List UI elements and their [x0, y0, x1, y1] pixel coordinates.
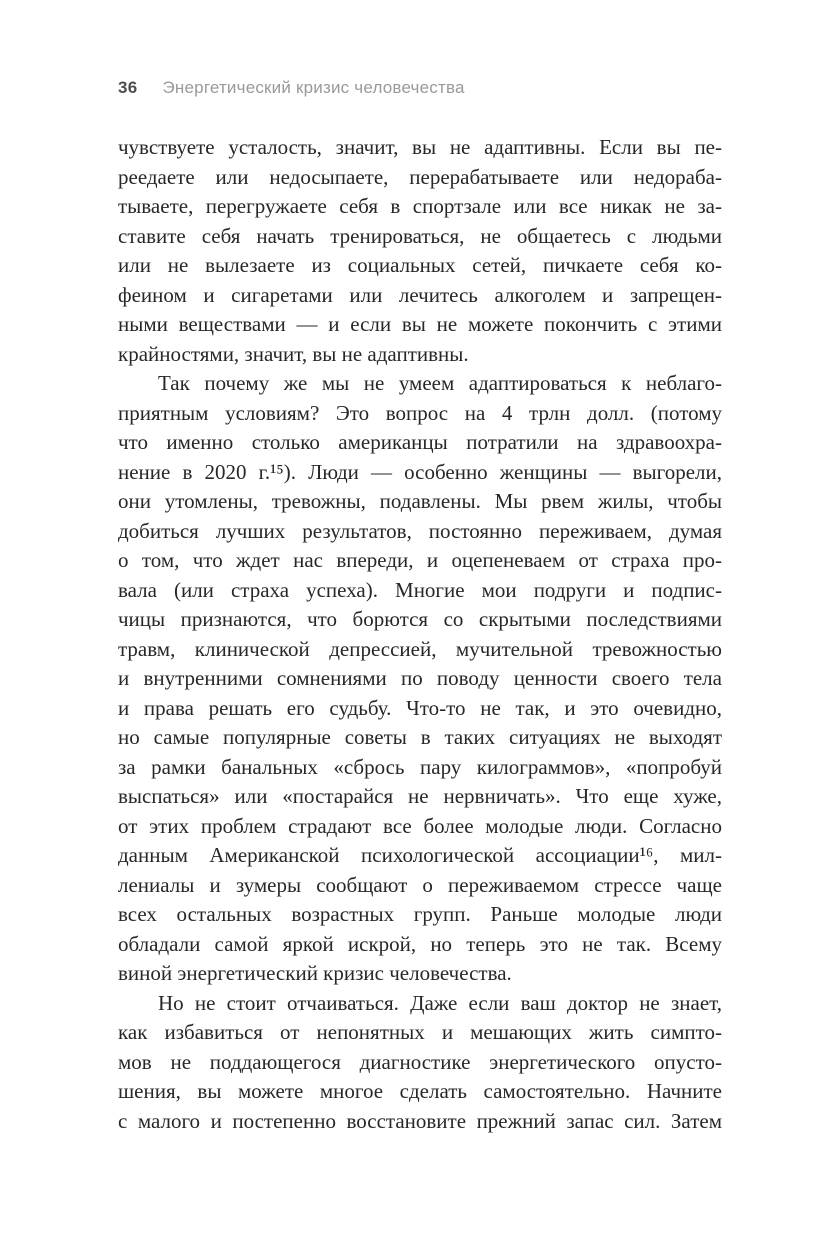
body-text-block — [118, 133, 722, 1136]
text-line: как избавиться от непонятных и мешающих жить симпто- — [118, 1020, 722, 1044]
text-line: крайностями, значит, вы не адаптивны. — [118, 341, 469, 366]
text-line: от этих проблем страдают все более молодые люди. Согласно — [118, 813, 722, 838]
text-line: всех остальных возрастных групп. Раньше молодые люди — [118, 902, 722, 926]
text-line: или не вылезаете из социальных сетей, пичкаете себя ко- — [118, 253, 722, 277]
text-line: шения, вы можете многое сделать самостоятельно. Начните — [118, 1079, 722, 1103]
text-line: обладали самой яркой искрой, но теперь это не так. Всему — [118, 931, 722, 956]
text-line: чувствуете усталость, значит, вы не адаптивны. Если вы пе- — [118, 135, 722, 159]
text-line: что именно столько американцы потратили на здравоохра- — [118, 430, 722, 454]
text-line: чицы признаются, что борются со скрытыми последствиями — [118, 607, 722, 631]
text-line: данным Американской психологической ассоциации¹⁶, мил- — [118, 843, 722, 867]
text-line: они утомлены, тревожны, подавлены. Мы рвем жилы, чтобы — [118, 489, 722, 513]
text-line: и права решать его судьбу. Что-то не так, и это очевидно, — [118, 695, 722, 720]
text-line: добиться лучших результатов, постоянно переживаем, думая — [118, 518, 722, 543]
text-line: ными веществами — и если вы не можете покончить с этими — [118, 312, 722, 336]
text-line: приятным условиям? Это вопрос на 4 трлн долл. (потому — [118, 400, 722, 425]
text-line: тываете, перегружаете себя в спортзале или все никак не за- — [118, 194, 722, 218]
text-line: лениалы и зумеры сообщают о переживаемом стрессе чаще — [118, 872, 722, 897]
text-line: виной энергетический кризис человечества. — [118, 961, 512, 985]
text-line: за рамки банальных «сбрось пару килограммов», «попробуй — [118, 754, 722, 779]
running-header — [118, 79, 722, 97]
text-line: о том, что ждет нас впереди, и оцепеневаем от страха про- — [118, 548, 722, 572]
text-line: и внутренними сомнениями по поводу ценности своего тела — [118, 666, 722, 690]
text-line: вала (или страха успеха). Многие мои подруги и подпис- — [118, 577, 722, 602]
text-line: Но не стоит отчаиваться. Даже если ваш доктор не знает, — [158, 990, 722, 1015]
text-line: нение в 2020 г.¹⁵). Люди — особенно женщины — выгорели, — [118, 459, 722, 484]
text-line: мов не поддающегося диагностике энергетического опусто- — [118, 1049, 722, 1074]
text-line: выспаться» или «постарайся не нервничать». Что еще хуже, — [118, 784, 722, 808]
text-line: Так почему же мы не умеем адаптироваться к неблаго- — [158, 371, 722, 395]
running-title: Энергетический кризис человечества — [162, 78, 465, 97]
text-line: реедаете или недосыпаете, перерабатываете или недораба- — [118, 164, 722, 189]
page-number: 36 — [118, 78, 138, 97]
text-line: с малого и постепенно восстановите прежний запас сил. Затем — [118, 1108, 722, 1133]
text-line: но самые популярные советы в таких ситуациях не выходят — [118, 725, 722, 749]
text-line: феином и сигаретами или лечитесь алкоголем и запрещен- — [118, 282, 722, 307]
text-line: травм, клинической депрессией, мучительной тревожностью — [118, 636, 722, 661]
text-line: ставите себя начать тренироваться, не общаетесь с людьми — [118, 223, 722, 248]
